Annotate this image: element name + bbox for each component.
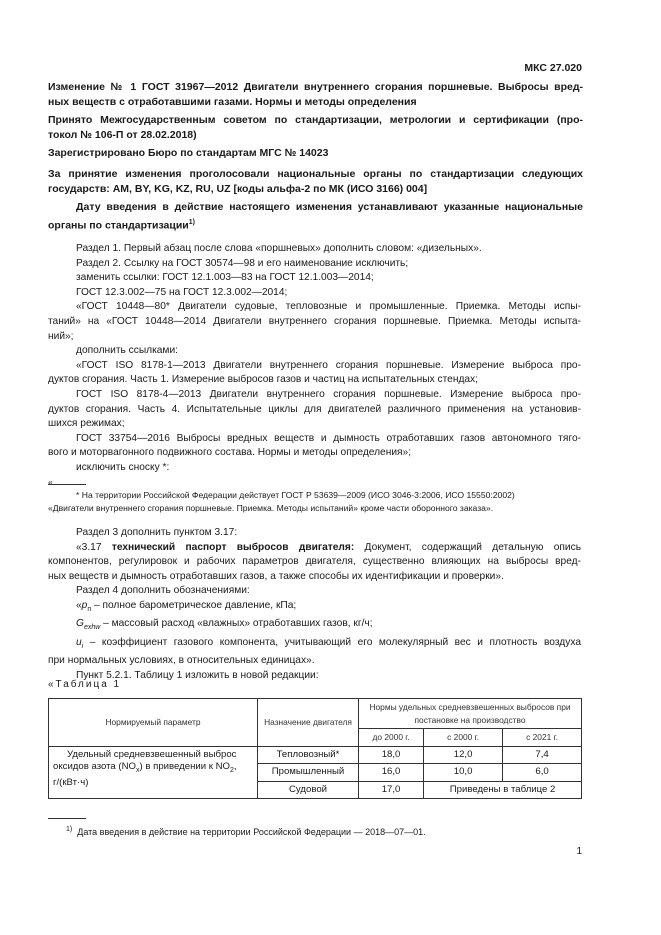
- value-cell: 6,0: [503, 764, 582, 782]
- value-cell: 18,0: [359, 746, 424, 764]
- section-4: Раздел 4 дополнить обозначениями: «$p_п$ – полное барометрическое давление, кПа; $G_{exhw}$ – массовый расход «влажных» отработавших газов, кг/ч; $u_i$ – коэффициент газового компонента, учитывающий его молекулярный вес и плотность воздуха при нормальных условиях, в относительных единицах». Пункт 5.2.1. Таблицу 1 изложить в новой редакции:: [48, 585, 581, 682]
- header-col-before-2000: до 2000 г.: [359, 729, 424, 747]
- value-cell-merged: Приведены в таблице 2: [424, 781, 582, 799]
- mks-code: МКС 27.020: [524, 62, 582, 74]
- voted-states: За принятие изменения проголосовали национальные органы по стандартизации следующих государств: AM, BY, KG, KZ, RU, UZ [коды альфа-2 по МК (ИСО 3166) 004]: [48, 168, 583, 195]
- header-col-from-2021: с 2021 г.: [503, 729, 582, 747]
- engine-cell: Промышленный: [258, 764, 359, 782]
- value-cell: 7,4: [503, 746, 582, 764]
- value-cell: 17,0: [359, 781, 424, 799]
- adopted-by: Принято Межгосударственным советом по стандартизации, метрологии и сертификации (про- токол № 106-П от 28.02.2018): [48, 114, 583, 141]
- header-norms: Нормы удельных средневзвешенных выбросов при постановке на производство: [359, 699, 582, 729]
- page-footnote-divider: [48, 818, 86, 819]
- amendment-title: Изменение № 1 ГОСТ 31967—2012 Двигатели внутреннего сгорания поршневые. Выбросы вред- ных веществ с отработавшими газами. Нормы и методы определения: [48, 81, 583, 108]
- engine-cell: Тепловозный*: [258, 746, 359, 764]
- star-footnote-text: * На территории Российской Федерации действует ГОСТ Р 53639—2009 (ИСО 3046-3:2006, ИСО 15550:2002) «Двигатели внутреннего сгорания поршневые. Приемка. Методы испытаний» кроме части оборонного заказа».: [48, 490, 515, 513]
- param-cell: Удельный средневзвешенный выброс оксидов азота $(NO_x)$ в приведении к $NO_2$, г/(кВт·ч): [49, 746, 258, 799]
- footnote-divider: [48, 484, 86, 485]
- table-row: [49, 746, 582, 764]
- registered-note: Зарегистрировано Бюро по стандартам МГС № 14023: [48, 147, 329, 159]
- emissions-table: [48, 698, 582, 799]
- page-number: 1: [576, 846, 582, 857]
- amendment-body: Раздел 1. Первый абзац после слова «поршневых» дополнить словом: «дизельных». Раздел 2. Ссылку на ГОСТ 30574—98 и его наименование исключить; заменить ссылки: ГОСТ 12.1.003—83 на ГОСТ 12.1.003—2014; ГОСТ 12.3.002—75 на ГОСТ 12.3.002—2014; «ГОСТ 10448—80* Двигатели судовые, тепловозные и промышленные. Приемка. Методы испы- таний» на «ГОСТ 10448—2014 Двигатели внутреннего сгорания поршневые. Приемка. Методы испыта- ний»; дополнить ссылками: «ГОСТ ISO 8178-1—2013 Двигатели внутреннего сгорания поршневые. Измерение выброса про- дуктов сгорания. Часть 1. Измерение выбросов газов и частиц на испытательных стендах; ГОСТ ISO 8178-4—2013 Двигатели внутреннего сгорания поршневые. Измерение выброса про- дуктов сгорания. Часть 4. Испытательные циклы для двигателей различного применения на установив- шихся режимах; ГОСТ 33754—2016 Выбросы вредных веществ и дымность отработавших газов автономного тяго- вого и моторвагонного подвижного состава. Нормы и методы определения»; исключить сноску *:: [48, 243, 581, 473]
- table-header-row: [49, 699, 582, 729]
- section-3: Раздел 3 дополнить пунктом 3.17: «3.17 технический паспорт выбросов двигателя: Документ, содержащий детальную опись компонентов, регулировок и рабочих параметров двигателя, существенно влияющих на выбросы вред- ных веществ и дымность отработавших газов, а также способы их идентификации и проверки».: [48, 527, 582, 582]
- value-cell: 10,0: [424, 764, 503, 782]
- header-col-from-2000: с 2000 г.: [424, 729, 503, 747]
- table-caption: «Таблица 1: [48, 679, 122, 690]
- value-cell: 16,0: [359, 764, 424, 782]
- value-cell: 12,0: [424, 746, 503, 764]
- engine-cell: Судовой: [258, 781, 359, 799]
- header-param: Нормируемый параметр: [49, 699, 258, 747]
- star-footnote: «: [48, 477, 53, 487]
- effective-date-note: Дату введения в действие настоящего изменения устанавливают указанные национальные органы по стандартизации$^{1)}$: [48, 201, 583, 232]
- page-footnote: $^{1)}$ Дата введения в действие на территории Российской Федерации — 2018—07—01.: [66, 826, 426, 837]
- header-engine: Назначение двигателя: [258, 699, 359, 747]
